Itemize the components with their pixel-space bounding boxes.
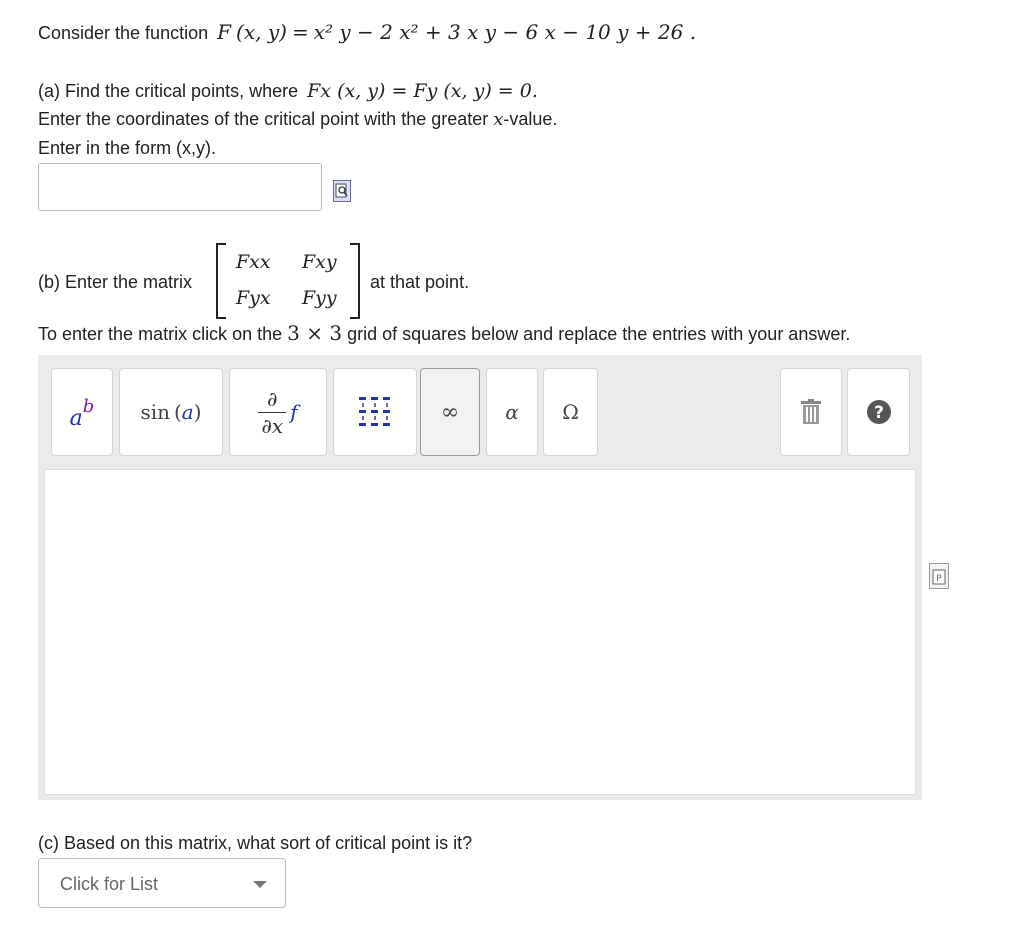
part-a-line3: Enter in the form (x,y). [38, 138, 217, 158]
trash-icon [800, 399, 822, 425]
function-statement [38, 20, 696, 44]
infinity-button[interactable] [420, 368, 480, 456]
omega-symbol: Ω [562, 400, 579, 424]
sin-button[interactable]: sin ( a ) [119, 368, 223, 456]
part-a-text: (a) Find the critical points, where [38, 81, 299, 101]
part-a-line2-text: Enter the coordinates of the critical point with the greater [38, 109, 489, 129]
matrix-cell-fxx: Fxx [236, 251, 271, 273]
omega-button[interactable] [543, 368, 598, 456]
critical-point-type-select[interactable] [38, 858, 286, 908]
part-a-line2 [38, 109, 557, 130]
svg-text:P: P [936, 574, 942, 584]
instr-after: grid of squares below and replace the entries with your answer. [347, 324, 851, 344]
help-icon [866, 399, 892, 425]
equals-sign: = [291, 20, 309, 44]
part-c-question: (c) Based on this matrix, what sort of critical point is it? [38, 833, 473, 853]
matrix-cell-fyx: Fyx [236, 287, 271, 309]
math-input-area[interactable] [44, 469, 916, 795]
part-a-line2-suffix: -value. [503, 109, 558, 129]
deriv-num: ∂ [267, 386, 278, 411]
matrix-left-bracket [216, 243, 226, 319]
part-a-line2-var: x [493, 109, 504, 130]
derivative-button[interactable] [229, 368, 327, 456]
matrix-cell-fyy: Fyy [302, 287, 337, 309]
alpha-button[interactable] [486, 368, 538, 456]
deriv-den: ∂x [261, 413, 284, 438]
deriv-f: f [290, 400, 298, 424]
part-b-prefix: (b) Enter the matrix [38, 272, 193, 292]
sin-arg: a [181, 400, 194, 424]
function-rhs: x² y − 2 x² + 3 x y − 6 x − 10 y + 26 . [313, 20, 697, 44]
document-icon[interactable] [929, 563, 949, 589]
critical-point-input[interactable] [38, 163, 322, 211]
intro-text: Consider the function [38, 23, 209, 43]
preview-icon[interactable] [333, 180, 351, 202]
matrix-grid-icon [356, 393, 394, 431]
alpha-symbol: α [505, 400, 519, 424]
matrix-right-bracket [350, 243, 360, 319]
power-button[interactable] [51, 368, 113, 456]
svg-text:?: ? [873, 403, 884, 423]
hessian-matrix [216, 243, 360, 317]
trash-button[interactable] [780, 368, 842, 456]
help-button[interactable] [847, 368, 910, 456]
part-b-instructions [38, 321, 850, 345]
part-a-math: Fx (x, y) = Fy (x, y) = 0. [307, 80, 538, 102]
select-value: Click for List [60, 874, 159, 894]
part-b-suffix: at that point. [370, 272, 470, 292]
power-base: a [69, 405, 83, 431]
math-editor-panel [38, 355, 922, 800]
part-a-line1 [38, 80, 538, 102]
instr-size: 3 × 3 [287, 321, 343, 345]
matrix-grid-button[interactable] [333, 368, 417, 456]
matrix-cell-fxy: Fxy [302, 251, 337, 273]
function-name: F [217, 20, 232, 44]
infinity-symbol: ∞ [440, 399, 460, 425]
function-args: (x, y) [236, 20, 287, 44]
instr-before: To enter the matrix click on the [38, 324, 283, 344]
power-exp: b [82, 395, 95, 417]
chevron-down-icon [253, 881, 267, 888]
sin-fn: sin [140, 400, 170, 424]
